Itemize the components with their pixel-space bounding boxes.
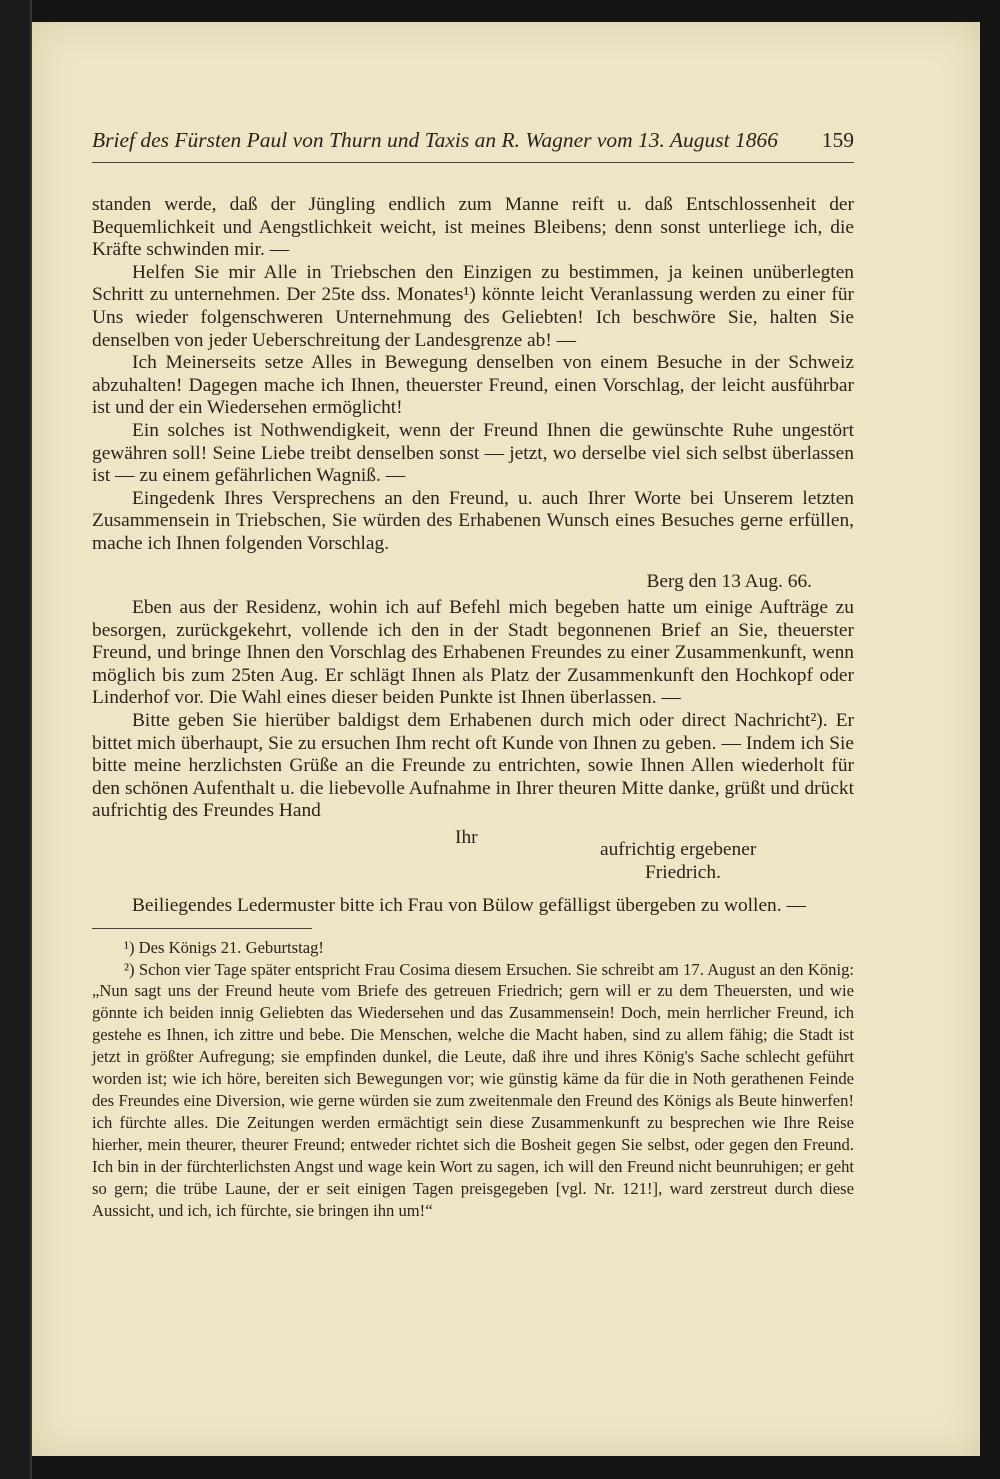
running-header bbox=[92, 128, 854, 163]
signature-name: Friedrich. bbox=[645, 862, 721, 884]
paragraph: Bitte geben Sie hierüber baldigst dem Erhabenen durch mich oder direct Nachricht²). Er bittet mich überhaupt, Sie zu ersuchen Ihm recht oft Kunde von Ihnen zu geben. — Indem ich Sie bitte meine herzlichsten Grüße an die Freunde zu entrichten, sowie Ihnen Allen wiederholt für den schönen Aufenthalt u. die liebevolle Aufnahme in Ihrer theuren Mitte danke, grüßt und drückt aufrichtig des Freundes Hand bbox=[92, 710, 854, 822]
paragraph: Helfen Sie mir Alle in Triebschen den Einzigen zu bestimmen, ja keinen unüberlegten Schritt zu unternehmen. Der 25te dss. Monates¹) könnte leicht Veranlassung werden zu einer für Uns wieder folgenschweren Unternehmung des Geliebten! Ich beschwöre Sie, halten Sie denselben von jeder Ueberschreitung der Landesgrenze ab! — bbox=[92, 261, 854, 351]
letter-body bbox=[92, 194, 854, 1221]
footnote: ²) Schon vier Tage später entspricht Frau Cosima diesem Ersuchen. Sie schreibt am 17. August an den König: „Nun sagt uns der Freund heute vom Briefe des getreuen Friedrich; gern will er zu dem Theuersten, und wie gönnte ich beiden innig Geliebten das Wiedersehen und das Zusammensein! Doch, mein herrlicher Freund, ich gestehe es Ihnen, ich zittre und bebe. Die Menschen, welche die Macht haben, sind zu allem fähig; die Stadt ist jetzt in größter Aufregung; sie empfinden dunkel, die Leute, daß ihre und ihres König's Sache schlecht geführt worden ist; wie ich höre, bereiten sich Bewegungen vor; wie günstig käme da für die in Noth gerathenen Feinde des Freundes eine Diversion, wie gerne würden sie zum zweitenmale den Freund des Königs als Beute hinwerfen! ich fürchte alles. Die Zeitungen werden ermächtigt sein diese Zusammenkunft zu besprechen wie Ihre Reise hierher, mein theurer, theurer Freund; entweder richtet sich die Bosheit gegen Sie selbst, oder gegen den Freund. Ich bin in der fürchterlichsten Angst und wage kein Wort zu sagen, ich will den Freund nicht beunruhigen; er geht so gern; die trübe Laune, der er seit einigen Tagen preisgegeben [vgl. Nr. 121!], ward zerstreut durch diese Aussicht, und ich, ich fürchte, sie bringen ihn um!“ bbox=[92, 959, 854, 1220]
paragraph: standen werde, daß der Jüngling endlich zum Manne reift u. daß Entschlossenheit der Bequemlichkeit und Aengstlichkeit weicht, ist meines Bleibens; denn sonst unterliege ich, die Kräfte schwinden mir. — bbox=[92, 194, 854, 261]
header-title: Brief des Fürsten Paul von Thurn und Taxis an R. Wagner vom 13. August 1866 bbox=[92, 128, 779, 152]
page-number: 159 bbox=[821, 128, 854, 152]
closing-ergebener: aufrichtig ergebener bbox=[600, 839, 757, 861]
paragraph: Eingedenk Ihres Versprechens an den Freund, u. auch Ihrer Worte bei Unserem letzten Zusammensein in Triebschen, Sie würden des Erhabenen Wunsch eines Besuches gerne erfüllen, mache ich Ihnen folgenden Vorschlag. bbox=[92, 487, 854, 554]
postscript: Beiliegendes Ledermuster bitte ich Frau von Bülow gefälligst übergeben zu wollen. — bbox=[132, 895, 806, 917]
closing-ihr: Ihr bbox=[455, 827, 478, 849]
scan-edge bbox=[0, 0, 32, 1479]
footnote-divider bbox=[92, 928, 312, 929]
paragraph: Eben aus der Residenz, wohin ich auf Befehl mich begeben hatte um einige Aufträge zu besorgen, zurückgekehrt, vollende ich den in der Stadt begonnenen Brief an Sie, theuerster Freund, und bringe Ihnen den Vorschlag des Erhabenen Freundes zu einer Zusammenkunft, wenn möglich bis zum 25ten Aug. Er schlägt Ihnen als Platz der Zusammenkunft den Hochkopf oder Linderhof vor. Die Wahl eines dieser beiden Punkte ist Ihnen überlassen. — bbox=[92, 597, 854, 709]
footnote: ¹) Des Königs 21. Geburtstag! bbox=[124, 937, 324, 957]
dateline: Berg den 13 Aug. 66. bbox=[646, 570, 812, 592]
paragraph: Ich Meinerseits setze Alles in Bewegung denselben von einem Besuche in der Schweiz abzuhalten! Dagegen mache ich Ihnen, theuerster Freund, einen Vorschlag, der leicht ausführbar ist und der ein Wiedersehen ermöglicht! bbox=[92, 352, 854, 419]
closing-signature bbox=[92, 827, 854, 893]
footnotes bbox=[92, 937, 854, 1222]
paragraph: Ein solches ist Nothwendigkeit, wenn der Freund Ihnen die gewünschte Ruhe ungestört gewähren soll! Seine Liebe treibt denselben sonst — jetzt, wo derselbe viel sich selbst überlassen ist — zu einem gefährlichen Wagniß. — bbox=[92, 419, 854, 487]
